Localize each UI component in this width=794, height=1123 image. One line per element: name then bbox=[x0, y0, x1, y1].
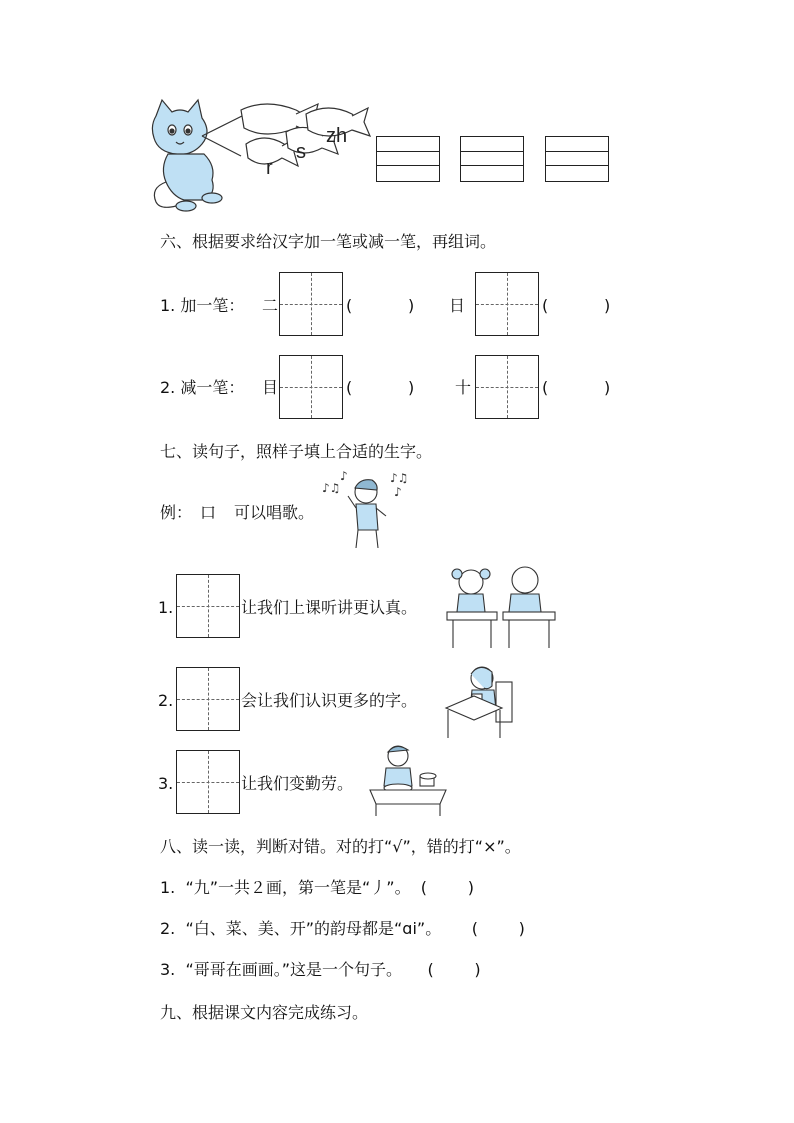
desk-icon bbox=[447, 612, 555, 648]
tianzige-box[interactable] bbox=[279, 272, 343, 336]
tianzige-box[interactable] bbox=[279, 355, 343, 419]
pinyin-writing-box[interactable] bbox=[545, 136, 609, 182]
paren-open: ( bbox=[346, 378, 353, 397]
paren-close: ) bbox=[604, 378, 611, 397]
tianzige-box[interactable] bbox=[176, 750, 240, 814]
item-num: 2. bbox=[158, 691, 174, 710]
tianzige-box[interactable] bbox=[176, 574, 240, 638]
paren-close: ) bbox=[408, 378, 415, 397]
section6-row1-char2: 日 bbox=[449, 296, 466, 315]
pinyin-r: r bbox=[266, 157, 273, 179]
svg-text:♪♫: ♪♫ bbox=[322, 481, 341, 495]
judge-item: 3. “哥哥在画画。”这是一个句子。 ( ) bbox=[160, 960, 481, 979]
item-text: 会让我们认识更多的字。 bbox=[241, 691, 418, 710]
section6-row2-char1: 目 bbox=[262, 378, 279, 397]
svg-text:♪: ♪ bbox=[394, 485, 402, 499]
pinyin-zh: zh bbox=[326, 125, 348, 147]
section9-title: 九、根据课文内容完成练习。 bbox=[160, 1003, 369, 1022]
cat-icon bbox=[152, 100, 222, 211]
boy-icon bbox=[348, 480, 386, 548]
singing-boy-illustration bbox=[320, 470, 412, 552]
paren-close: ) bbox=[408, 296, 415, 315]
section6-row1-label: 1. 加一笔： bbox=[160, 296, 245, 315]
section6-row2-char2: 十 bbox=[455, 378, 472, 397]
svg-text:♪♫: ♪♫ bbox=[390, 471, 409, 485]
washing-dishes-illustration bbox=[368, 742, 448, 818]
judge-item: 1. “九”一共２画，第一笔是“丿”。 ( ) bbox=[160, 878, 474, 897]
section7-title: 七、读句子，照样子填上合适的生字。 bbox=[160, 442, 433, 461]
section8-title: 八、读一读，判断对错。对的打“√”，错的打“×”。 bbox=[160, 837, 521, 856]
tianzige-box[interactable] bbox=[475, 355, 539, 419]
boy-icon bbox=[384, 746, 412, 786]
item-text: 让我们变勤劳。 bbox=[241, 774, 354, 793]
chair-icon bbox=[496, 682, 512, 722]
tianzige-box[interactable] bbox=[176, 667, 240, 731]
judge-item: 2. “白、菜、美、开”的韵母都是“ɑi”。 ( ) bbox=[160, 919, 525, 938]
reading-girl-illustration bbox=[444, 660, 516, 740]
section6-row2-label: 2. 减一笔： bbox=[160, 378, 245, 397]
section6-row1-char1: 二 bbox=[262, 296, 279, 315]
pinyin-s: s bbox=[296, 141, 306, 163]
pinyin-writing-box[interactable] bbox=[460, 136, 524, 182]
paren-open: ( bbox=[542, 296, 549, 315]
item-text: 让我们上课听讲更认真。 bbox=[241, 598, 418, 617]
paren-open: ( bbox=[346, 296, 353, 315]
paren-close: ) bbox=[604, 296, 611, 315]
pinyin-writing-box[interactable] bbox=[376, 136, 440, 182]
table-icon bbox=[370, 790, 446, 816]
boy-icon bbox=[509, 567, 541, 612]
students-illustration bbox=[445, 562, 557, 650]
item-num: 3. bbox=[158, 774, 174, 793]
section6-title: 六、根据要求给汉字加一笔或减一笔，再组词。 bbox=[160, 232, 497, 251]
item-num: 1. bbox=[158, 598, 174, 617]
svg-text:♪: ♪ bbox=[340, 469, 348, 483]
tianzige-box[interactable] bbox=[475, 272, 539, 336]
paren-open: ( bbox=[542, 378, 549, 397]
cat-fish-illustration bbox=[146, 96, 386, 214]
example-char: 口 bbox=[200, 503, 217, 522]
example-text: 可以唱歌。 bbox=[234, 503, 315, 522]
example-label: 例： bbox=[160, 503, 193, 522]
girl-icon bbox=[452, 569, 490, 612]
